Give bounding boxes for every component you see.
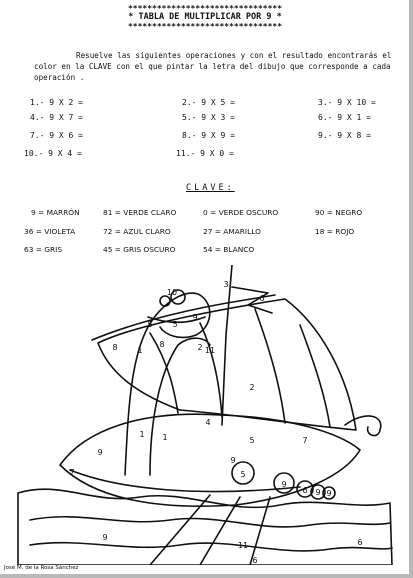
mast	[222, 265, 232, 425]
instructions-text: Resuelve las siguientes operaciones y con el resultado encontrarás el color en la CLAVE con el que pintar la letra del dibujo que corresponde a cada operación .	[34, 51, 392, 82]
sail-seam	[200, 323, 222, 417]
region-number: 6	[252, 556, 258, 565]
region-number: 11	[237, 541, 249, 550]
region-number: 9	[230, 456, 236, 465]
clave-entry: 72 = AZUL CLARO	[103, 227, 171, 236]
hull-line	[70, 470, 300, 492]
flag	[232, 287, 272, 313]
clave-entry: 90 = NEGRO	[315, 208, 363, 217]
region-number: 5	[147, 320, 153, 329]
region-number: 8	[159, 340, 165, 349]
operation-9: 9.- 9 X 8 =	[318, 131, 371, 140]
region-number: 2	[249, 383, 255, 392]
sail-seam	[255, 309, 285, 423]
title-stars-bottom: ********************************	[127, 22, 283, 31]
region-number: 9	[102, 533, 108, 542]
clave-entry: 63 = GRIS	[24, 245, 63, 254]
region-number: 7	[69, 468, 75, 477]
region-number: 8	[112, 343, 118, 352]
region-number: 7	[302, 436, 308, 445]
operation-3: 3.- 9 X 10 =	[318, 98, 376, 107]
region-number: 1	[162, 433, 168, 442]
dragon-eye	[160, 296, 170, 306]
clave-entry: 54 = BLANCO	[203, 245, 255, 254]
region-number: 9	[97, 448, 103, 457]
region-number: 1	[139, 430, 145, 439]
region-number: 1	[137, 346, 143, 355]
region-number: 6	[357, 538, 363, 547]
clave-entry: 45 = GRIS OSCURO	[103, 245, 176, 254]
region-number: 9	[192, 313, 198, 322]
region-number: 10	[166, 288, 178, 297]
clave-entry: 9 = MARRÓN	[31, 208, 80, 217]
region-number: 9	[281, 480, 287, 489]
operation-4: 4.- 9 X 7 =	[30, 113, 83, 122]
title-box	[112, 4, 298, 32]
clave-entry: 18 = ROJO	[315, 227, 355, 236]
region-number: 3	[223, 280, 229, 289]
clave-title: CLAVE:	[186, 183, 235, 193]
sail-seam	[300, 325, 330, 427]
region-number: 11	[204, 346, 216, 355]
oar	[200, 497, 240, 565]
region-number: 9	[315, 488, 321, 497]
clave-entry: 0 = VERDE OSCURO	[203, 208, 279, 217]
region-number: 4	[205, 418, 211, 427]
dragon-neck	[150, 338, 210, 475]
title-stars-top: ********************************	[127, 4, 283, 13]
clave-entry: 27 = AMARILLO	[203, 227, 261, 236]
operation-8: 8.- 9 X 9 =	[182, 131, 235, 140]
clave-entry: 81 = VERDE CLARO	[103, 208, 177, 217]
dragon-tail	[345, 416, 381, 436]
region-number: 5	[240, 470, 246, 479]
sea-waves	[18, 489, 392, 565]
region-number: 6	[302, 486, 308, 495]
region-number: 9	[326, 489, 332, 498]
author-credit: José M. de la Rosa Sánchez	[4, 565, 79, 571]
region-number: 2	[197, 343, 203, 352]
region-number: 5	[249, 436, 255, 445]
operation-11: 11.- 9 X 0 =	[176, 149, 234, 158]
operation-10: 10.- 9 X 4 =	[24, 149, 82, 158]
region-number: 6	[259, 294, 265, 303]
operation-5: 5.- 9 X 3 =	[182, 113, 235, 122]
region-number: 5	[172, 320, 178, 329]
operation-6: 6.- 9 X 1 =	[318, 113, 371, 122]
operation-7: 7.- 9 X 6 =	[30, 131, 83, 140]
viking-ship-drawing	[0, 265, 413, 565]
operation-2: 2.- 9 X 5 =	[182, 98, 235, 107]
page-title: * TABLA DE MULTIPLICAR POR 9 *	[128, 12, 282, 22]
operation-1: 1.- 9 X 2 =	[30, 98, 83, 107]
clave-entry: 36 = VIOLETA	[24, 227, 76, 236]
wave-line	[30, 517, 390, 527]
